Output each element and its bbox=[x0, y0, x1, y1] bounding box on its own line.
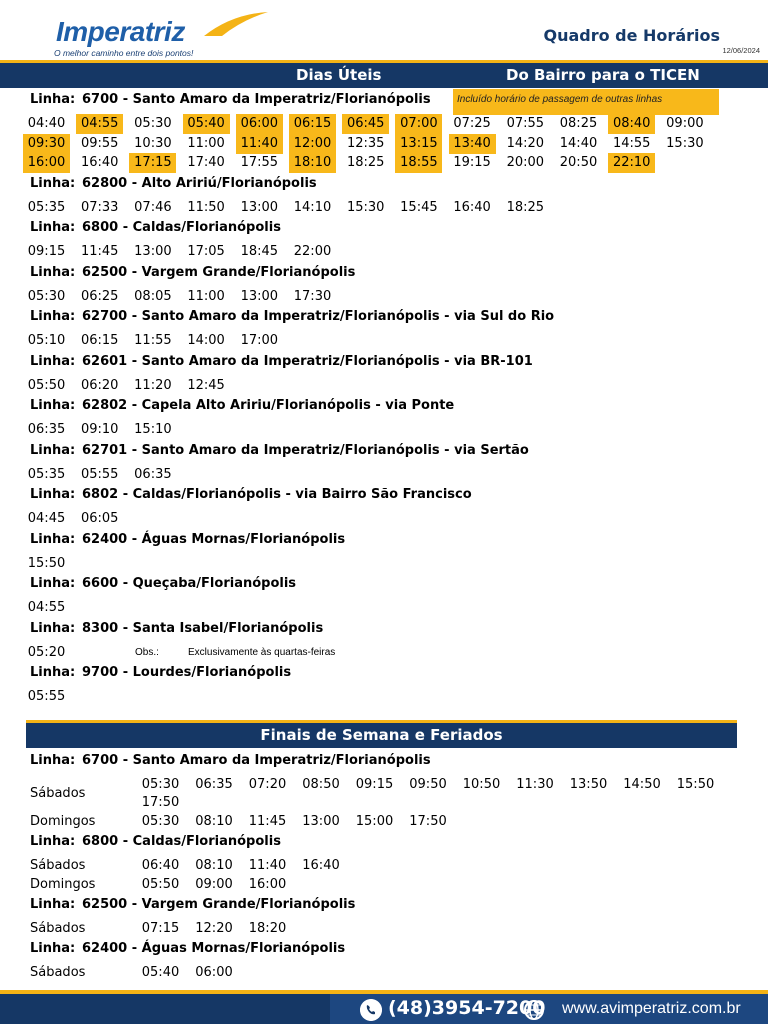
departure-time: 08:10 bbox=[195, 814, 233, 829]
departure-time: 04:55 bbox=[27, 600, 66, 615]
website-link[interactable]: www.avimperatriz.com.br bbox=[562, 1000, 741, 1017]
line-heading bbox=[30, 220, 281, 235]
day-label: Sábados bbox=[30, 921, 86, 936]
obs-text: Exclusivamente às quartas-feiras bbox=[188, 646, 336, 658]
departure-time: 13:00 bbox=[240, 288, 279, 304]
departure-time: 11:00 bbox=[187, 135, 225, 151]
line-heading bbox=[30, 834, 281, 849]
departure-time-highlighted: 22:10 bbox=[608, 153, 655, 173]
line-label: Linha: bbox=[30, 398, 76, 413]
day-label: Domingos bbox=[30, 877, 96, 892]
departure-time-highlighted: 17:15 bbox=[129, 153, 176, 173]
line-label: Linha: bbox=[30, 834, 76, 849]
line-name: 6800 - Caldas/Florianópolis bbox=[82, 220, 281, 235]
line-label: Linha: bbox=[30, 175, 76, 191]
departure-time: 15:00 bbox=[355, 814, 394, 829]
departure-time: 07:25 bbox=[453, 116, 491, 131]
departure-time: 14:40 bbox=[559, 135, 598, 151]
day-label: Sábados bbox=[30, 786, 86, 801]
line-label: Linha: bbox=[30, 531, 76, 547]
departure-time: 17:05 bbox=[187, 244, 225, 259]
departure-time: 06:35 bbox=[195, 777, 233, 792]
departure-time: 09:55 bbox=[80, 135, 119, 151]
departure-time: 05:50 bbox=[141, 877, 180, 892]
departure-time: 17:50 bbox=[141, 795, 180, 810]
departure-time: 06:05 bbox=[80, 511, 119, 526]
line-label: Linha: bbox=[30, 92, 76, 107]
departure-time: 07:46 bbox=[134, 199, 172, 215]
departure-time: 05:10 bbox=[27, 333, 66, 348]
line-heading bbox=[30, 897, 355, 912]
departure-time: 16:00 bbox=[248, 877, 287, 892]
departure-time: 13:00 bbox=[134, 244, 172, 259]
departure-time: 05:30 bbox=[134, 116, 172, 131]
line-heading bbox=[30, 576, 296, 591]
line-name: 6802 - Caldas/Florianópolis - via Bairro São Francisco bbox=[82, 487, 472, 502]
departure-time: 06:15 bbox=[80, 333, 119, 348]
departure-time: 08:10 bbox=[195, 858, 233, 873]
line-name: 62500 - Vargem Grande/Florianópolis bbox=[82, 897, 356, 912]
departure-time: 05:40 bbox=[141, 965, 180, 980]
departure-time: 05:35 bbox=[27, 199, 66, 215]
departure-time: 11:40 bbox=[248, 858, 287, 873]
line-name: 6700 - Santo Amaro da Imperatriz/Florianópolis bbox=[82, 753, 431, 768]
departure-time: 09:00 bbox=[666, 116, 704, 131]
departure-time: 22:00 bbox=[293, 244, 332, 259]
line-heading bbox=[30, 665, 291, 680]
day-label: Domingos bbox=[30, 814, 96, 829]
departure-time-highlighted: 13:15 bbox=[395, 134, 442, 154]
departure-time: 15:45 bbox=[400, 199, 438, 215]
departure-time: 09:50 bbox=[409, 777, 447, 792]
departure-time: 15:50 bbox=[676, 777, 715, 792]
departure-time: 11:45 bbox=[80, 244, 119, 259]
line-heading bbox=[30, 532, 345, 547]
departure-time-highlighted: 07:00 bbox=[395, 114, 442, 134]
departure-time: 17:55 bbox=[240, 155, 279, 170]
departure-time: 20:50 bbox=[559, 155, 598, 170]
line-heading bbox=[30, 941, 345, 956]
departure-time-highlighted: 06:00 bbox=[236, 114, 283, 134]
departure-time: 14:50 bbox=[623, 777, 661, 792]
globe-icon bbox=[523, 999, 545, 1021]
departure-time: 06:20 bbox=[80, 377, 119, 393]
departure-time-highlighted: 13:40 bbox=[449, 134, 496, 154]
departure-time: 11:45 bbox=[248, 814, 287, 829]
departure-time: 17:30 bbox=[293, 288, 332, 304]
departure-time: 18:25 bbox=[506, 199, 545, 215]
line-label: Linha: bbox=[30, 753, 76, 768]
line-heading bbox=[30, 92, 431, 107]
departure-time: 06:40 bbox=[141, 858, 180, 873]
departure-time: 11:55 bbox=[134, 333, 172, 348]
departure-time: 19:15 bbox=[453, 155, 491, 170]
line-heading bbox=[30, 443, 529, 458]
departure-time: 05:55 bbox=[27, 689, 66, 704]
departure-time: 18:25 bbox=[346, 155, 385, 170]
departure-time-highlighted: 16:00 bbox=[23, 153, 70, 173]
departure-time: 17:40 bbox=[187, 155, 225, 170]
departure-time: 09:15 bbox=[355, 777, 394, 792]
departure-time: 14:10 bbox=[293, 199, 332, 215]
obs-label: Obs.: bbox=[135, 646, 159, 658]
day-label: Sábados bbox=[30, 965, 86, 980]
line-label: Linha: bbox=[30, 442, 76, 458]
departure-time: 17:50 bbox=[409, 814, 447, 829]
departure-time: 13:50 bbox=[569, 777, 608, 792]
departure-time: 06:35 bbox=[27, 422, 66, 437]
departure-time: 06:00 bbox=[195, 965, 233, 980]
departure-time: 11:30 bbox=[516, 777, 554, 792]
line-heading bbox=[30, 354, 533, 369]
departure-time: 13:00 bbox=[240, 199, 279, 215]
line-label: Linha: bbox=[30, 620, 76, 636]
departure-time: 10:30 bbox=[134, 135, 172, 151]
logo-swoosh-icon bbox=[202, 10, 272, 40]
highlight-note: Incluído horário de passagem de outras linhas bbox=[453, 89, 719, 115]
line-name: 6600 - Queçaba/Florianópolis bbox=[82, 576, 297, 591]
departure-time-highlighted: 06:45 bbox=[342, 114, 389, 134]
company-logo bbox=[52, 10, 252, 60]
departure-time: 12:20 bbox=[195, 921, 233, 936]
departure-time: 07:33 bbox=[80, 199, 119, 215]
line-label: Linha: bbox=[30, 487, 76, 502]
departure-time: 14:20 bbox=[506, 135, 545, 151]
departure-time-highlighted: 05:40 bbox=[183, 114, 230, 134]
departure-time: 07:20 bbox=[248, 777, 287, 792]
departure-time-highlighted: 18:10 bbox=[289, 153, 336, 173]
departure-time: 15:10 bbox=[134, 422, 172, 437]
line-label: Linha: bbox=[30, 941, 76, 956]
departure-time: 17:00 bbox=[240, 333, 279, 348]
departure-time: 05:30 bbox=[141, 777, 180, 792]
departure-time: 16:40 bbox=[453, 199, 491, 215]
departure-time: 15:30 bbox=[346, 199, 385, 215]
departure-time: 18:45 bbox=[240, 244, 279, 259]
departure-time: 14:00 bbox=[187, 333, 225, 348]
phone-number[interactable]: (48)3954-7200 bbox=[388, 997, 546, 1019]
line-name: 62802 - Capela Alto Aririu/Florianópolis - via Ponte bbox=[82, 398, 455, 413]
brand-name: Imperatriz bbox=[56, 16, 185, 47]
direction-label: Do Bairro para o TICEN bbox=[506, 66, 700, 84]
line-label: Linha: bbox=[30, 309, 76, 324]
line-name: 62700 - Santo Amaro da Imperatriz/Florianópolis - via Sul do Rio bbox=[82, 309, 555, 324]
departure-time: 15:30 bbox=[666, 135, 704, 151]
weekday-section-bar bbox=[0, 60, 768, 88]
departure-time: 11:00 bbox=[187, 288, 225, 304]
departure-time: 05:30 bbox=[27, 288, 66, 304]
line-name: 62800 - Alto Aririú/Florianópolis bbox=[82, 175, 317, 191]
departure-time: 06:35 bbox=[134, 466, 172, 482]
departure-time: 16:40 bbox=[302, 858, 340, 873]
weekend-section-label: Finais de Semana e Feriados bbox=[260, 726, 503, 744]
brand-tagline: O melhor caminho entre dois pontos! bbox=[54, 48, 194, 58]
departure-time: 12:45 bbox=[187, 377, 225, 393]
day-label: Sábados bbox=[30, 858, 86, 873]
departure-time: 09:10 bbox=[80, 422, 119, 437]
footer-bar bbox=[0, 990, 768, 1024]
departure-time: 05:35 bbox=[27, 466, 66, 482]
line-name: 62400 - Águas Mornas/Florianópolis bbox=[82, 941, 346, 956]
departure-time-highlighted: 11:40 bbox=[236, 134, 283, 154]
page-title: Quadro de Horários bbox=[543, 26, 720, 45]
departure-time: 09:15 bbox=[27, 244, 66, 259]
line-name: 6800 - Caldas/Florianópolis bbox=[82, 834, 281, 849]
line-name: 62701 - Santo Amaro da Imperatriz/Florianópolis - via Sertão bbox=[82, 442, 529, 458]
line-heading bbox=[30, 176, 317, 191]
weekend-section-bar bbox=[26, 720, 737, 748]
line-heading bbox=[30, 398, 454, 413]
departure-time: 10:50 bbox=[462, 777, 501, 792]
departure-time: 04:40 bbox=[27, 116, 66, 131]
departure-time: 06:25 bbox=[80, 288, 119, 304]
departure-time-highlighted: 18:55 bbox=[395, 153, 442, 173]
departure-time: 07:15 bbox=[141, 921, 180, 936]
line-heading bbox=[30, 265, 355, 280]
departure-time: 15:50 bbox=[27, 555, 66, 571]
departure-time: 11:20 bbox=[134, 377, 172, 393]
departure-time-highlighted: 09:30 bbox=[23, 134, 70, 154]
document-date: 12/06/2024 bbox=[722, 46, 760, 55]
departure-time: 05:30 bbox=[141, 814, 180, 829]
departure-time: 13:00 bbox=[302, 814, 340, 829]
departure-time: 20:00 bbox=[506, 155, 545, 170]
departure-time: 11:50 bbox=[187, 199, 225, 215]
departure-time: 09:00 bbox=[195, 877, 233, 892]
departure-time: 08:25 bbox=[559, 116, 598, 131]
line-name: 9700 - Lourdes/Florianópolis bbox=[82, 665, 292, 680]
whatsapp-icon bbox=[360, 999, 382, 1021]
weekday-section-label: Dias Úteis bbox=[296, 66, 382, 84]
line-heading bbox=[30, 753, 431, 768]
departure-time: 07:55 bbox=[506, 116, 545, 131]
line-name: 62400 - Águas Mornas/Florianópolis bbox=[82, 531, 346, 547]
line-heading bbox=[30, 309, 554, 324]
departure-time: 08:05 bbox=[134, 288, 172, 304]
departure-time-highlighted: 08:40 bbox=[608, 114, 655, 134]
line-name: 62601 - Santo Amaro da Imperatriz/Florianópolis - via BR-101 bbox=[82, 353, 533, 369]
line-heading bbox=[30, 487, 472, 502]
departure-time: 04:45 bbox=[27, 511, 66, 526]
line-label: Linha: bbox=[30, 220, 76, 235]
departure-time: 05:55 bbox=[80, 466, 119, 482]
departure-time-highlighted: 04:55 bbox=[76, 114, 123, 134]
departure-time: 08:50 bbox=[302, 777, 340, 792]
departure-time: 12:35 bbox=[346, 135, 385, 151]
line-heading bbox=[30, 621, 323, 636]
line-label: Linha: bbox=[30, 576, 76, 591]
line-label: Linha: bbox=[30, 264, 76, 280]
line-name: 6700 - Santo Amaro da Imperatriz/Florianópolis bbox=[82, 92, 431, 107]
line-name: 62500 - Vargem Grande/Florianópolis bbox=[82, 264, 356, 280]
departure-time: 18:20 bbox=[248, 921, 287, 936]
departure-time-highlighted: 06:15 bbox=[289, 114, 336, 134]
line-label: Linha: bbox=[30, 353, 76, 369]
line-label: Linha: bbox=[30, 897, 76, 912]
departure-time: 05:50 bbox=[27, 377, 66, 393]
line-name: 8300 - Santa Isabel/Florianópolis bbox=[82, 620, 324, 636]
departure-time-highlighted: 12:00 bbox=[289, 134, 336, 154]
departure-time: 05:20 bbox=[27, 644, 66, 660]
departure-time: 14:55 bbox=[612, 135, 651, 151]
line-label: Linha: bbox=[30, 665, 76, 680]
departure-time: 16:40 bbox=[80, 155, 119, 170]
